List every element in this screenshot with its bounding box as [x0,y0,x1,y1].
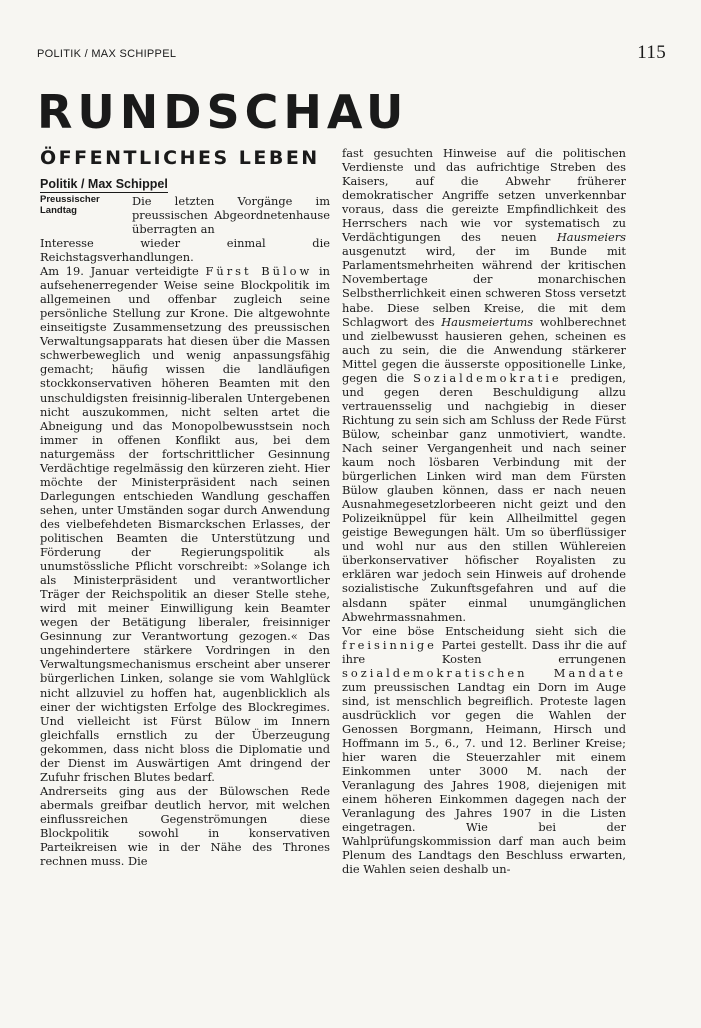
italic-term: Hausmeiertums [441,314,534,329]
text-run: wohlberechnet und zielbewusst hausieren gehen, scheinen es auch zu sein, die die Anwendung stärkerer Mittel gegen die äusserste oppositionelle Linke, gegen die [342,314,627,385]
column-1-intro [132,194,330,236]
italic-term: Hausmeiers [556,230,626,245]
section-title: ÖFFENTLICHES LEBEN [40,147,320,169]
subsection-label: Politik / Max Schippel [40,177,168,191]
spaced-name: Fürst Bülow [205,264,313,279]
column-2 [342,146,626,876]
text-run: predigen, und gegen deren Beschuldigung allzu vertrauensselig und nachgiebig in dieser Richtung zu sein sich am Schluss der Rede Fürst Bülow, scheinbar ganz unmotiviert, wandte. Nach seiner Vergangenheit und nach seiner kaum noch lösbaren Verbindung mit der bürgerlichen Linken wird man dem Fürsten Bülow glauben können, dass er nach neuen Ausnahmegesetzlorbeeren nicht geizt und den Polizeiknüppel für kein Allheilmittel gegen geistige Bewegungen hält. Um so überflüssiger und wohl nur aus den stillen Wühlereien überkonservativer höfischer Royalisten zu erklären war jedoch sein Hinweis auf drohende sozialistische Zukunftsgefahren und auf die alsdann später einmal unumgänglichen Abwehrmassnahmen. [342,370,627,624]
text-run: ausgenutzt wird, der im Bunde mit Parlamentsmehrheiten während der kritischen Novembertage der monarchischen Selbstherrlichkeit einen schweren Stoss versetzt habe. Diese selben Kreise, die mit dem Schlagwort des [342,244,626,329]
paragraph: Die letzten Vorgänge im preussischen Abgeordnetenhause überragten an [132,194,330,237]
text-run: zum preussischen Landtag ein Dorn im Auge sind, ist menschlich begreiflich. Proteste lagen ausdrücklich vor gegen die Wahlen der Genossen Borgmann, Heimann, Hirsch und Hoffmann im 5., 6., 7. und 12. Berliner Kreise; hier waren die Steuerzahler mit einem Einkommen unter 3000 M. nach der Veranlagung des Jahres 1908, diejenigen mit einem höheren Einkommen dagegen nach der Veranlagung des Jahres 1907 in die Listen eingetragen. Wie bei der Wahlprüfungskommission darf man auch beim Plenum des Landtags den Beschluss erwarten, die Wahlen seien deshalb un- [342,679,626,877]
text-run: fast gesuchten Hinweise auf die politischen Verdienste und das aufrichtige Streben des Kaisers, auf die Abwehr früherer demokratischer Angriffe setzen unverkennbar voraus, dass die gereizte Empfindlichkeit des Herrschers nach wie vor systematisch zu Verdächtigungen des neuen [342,146,626,245]
marginal-note-line: Landtag [40,205,77,216]
paragraph [342,146,626,624]
subsection-heading [40,176,330,194]
running-head-title: POLITIK / MAX SCHIPPEL [37,48,177,60]
page-number: 115 [637,42,666,63]
spaced-term: freisinnige [342,637,437,652]
text-run: Vor eine böse Entscheidung sieht sich die [342,623,626,638]
column-1 [40,236,330,868]
marginal-note-line: Preussischer [40,194,100,205]
paragraph: Interesse wieder einmal die Reichstagsverhandlungen. [40,236,330,265]
text-run: Am 19. Januar verteidigte [40,264,199,279]
text-run: in aufsehenerregender Weise seine Blockpolitik im allgemeinen und offenbar zugleich seine persönliche Stellung zur Krone. Die altgewohnte einseitigste Zusammensetzung des preussischen Verwaltungsapparats hat diesen über die Massen schwerbeweglich und wenig anpassungsfähig gemacht; häufig wissen die landläufigen stockkonservativen höheren Beamten mit den unschuldigsten freisinnig-liberalen Untergebenen nicht auszukommen, nicht selten artet die Abneigung und das Monopolbewusstsein noch immer in offenen Konflikt aus, bei dem naturgemäss der fortschrittlicher Gesinnung Verdächtige regelmässig den kürzeren zieht. Hier möchte der Ministerpräsident nach seinen Darlegungen entschieden Wandlung geschaffen sehen, unter Umständen sogar durch Anwendung des vielbefehdeten Bismarckschen Erlasses, der politischen Beamten die Unterstützung und Förderung der Regierungspolitik als unumstössliche Pflicht vorschreibt: »Solange ich als Ministerpräsident und verantwortlicher Träger der Reichspolitik an dieser Stelle stehe, wird mit meiner Einwilligung kein Beamter wegen der Betätigung liberaler, freisinniger Gesinnung zur Verantwortung gezogen.« Das ungehindertere stärkere Vordringen in den Verwaltungsmechanismus erscheint aber unserer bürgerlichen Linken, solange sie vom Wahlglück nicht allzuviel zu hoffen hat, augenblicklich als einer der wichtigsten Erfolge des Blockregimes. Und vielleicht ist Fürst Bülow im Innern gleichfalls ernstlich zu der Überzeugung gekommen, dass nicht bloss die Diplomatie und der Dienst im Auswärtigen Amt dringend der Zufuhr frischen Blutes bedarf. [40,264,330,784]
spaced-term: sozialdemokratischen Mandate [342,665,626,680]
spaced-term: Sozialdemokratie [413,370,562,385]
paragraph [40,264,330,784]
text-run: Partei gestellt. Dass ihr die auf ihre Kosten errungenen [342,637,626,666]
marginal-note [40,194,124,216]
running-head [37,42,666,62]
masthead-title: RUNDSCHAU [37,85,409,139]
paragraph: Andrerseits ging aus der Bülowschen Rede abermals greifbar deutlich hervor, mit welchen einflussreichen Gegenströmungen diese Blockpolitik sowohl in konservativen Parteikreisen wie in der Nähe des Thrones rechnen muss. Die [40,783,330,869]
paragraph [342,624,626,877]
